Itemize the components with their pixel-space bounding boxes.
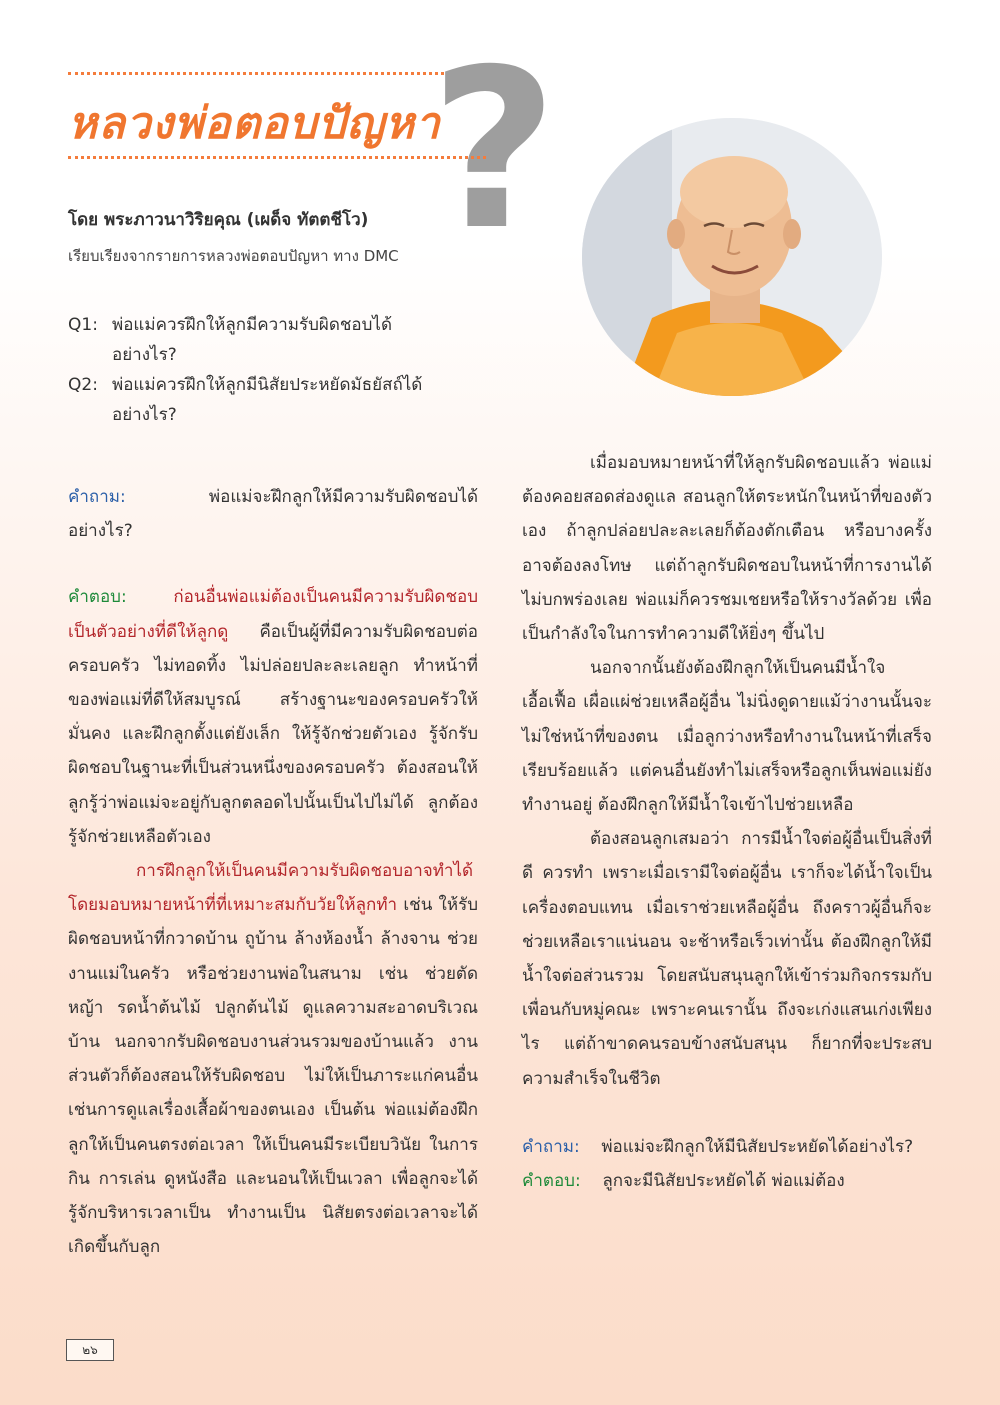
answer-paragraph <box>522 1164 932 1198</box>
monk-portrait-photo <box>582 118 882 396</box>
question-item-continued <box>68 340 488 370</box>
body-paragraph <box>68 854 478 1264</box>
page-number: ๒๖ <box>66 1339 114 1361</box>
body-paragraph: นอกจากนั้นยังต้องฝึกลูกให้เป็นคนมีน้ำใจ เอื้อเฟื้อ เผื่อแผ่ช่วยเหลือผู้อื่น ไม่นิ่งดูดายแม้ว่างานนั้นจะไม่ใช่หน้าที่ของตน เมื่อลูกว่างหรือทำงานในหน้าที่เสร็จเรียบร้อยแล้ว แต่คนอื่นยังทำไม่เสร็จหรือลูกเห็นพ่อแม่ยังทำงานอยู่ ต้องฝึกลูกให้มีน้ำใจเข้าไปช่วยเหลือ <box>522 658 932 816</box>
compiled-from-note: เรียบเรียงจากรายการหลวงพ่อตอบปัญหา ทาง DMC <box>68 247 399 265</box>
answer-highlight: ก่อนอื่นพ่อแม่ต้องเป็นคนมีความรับผิดชอบ เป็นตัวอย่างที่ดีให้ลูกดู <box>68 587 478 642</box>
left-text-column <box>68 480 478 1264</box>
title-bottom-dotted-rule <box>68 156 486 159</box>
question-paragraph <box>68 480 478 548</box>
question-item <box>68 370 488 400</box>
question-text: พ่อแม่จะฝึกลูกให้มีนิสัยประหยัดได้อย่างไร? <box>601 1136 914 1157</box>
question-mark-graphic: ? <box>430 22 558 278</box>
question-line: อย่างไร? <box>112 405 177 425</box>
answer-label: คำตอบ: <box>522 1171 581 1192</box>
question-number: Q1: <box>68 315 98 335</box>
question-label: คำถาม: <box>68 487 126 507</box>
question-number: Q2: <box>68 375 98 395</box>
page-title: หลวงพ่อตอบปัญหา <box>68 98 441 149</box>
answer-text: ลูกจะมีนิสัยประหยัดได้ พ่อแม่ต้อง <box>602 1171 845 1192</box>
question-paragraph <box>522 1130 932 1164</box>
title-top-dotted-rule <box>68 72 486 75</box>
question-item <box>68 310 488 340</box>
question-line: พ่อแม่ควรฝึกให้ลูกมีนิสัยประหยัดมัธยัสถ์ได้ <box>112 375 423 395</box>
question-list <box>68 310 488 430</box>
question-label: คำถาม: <box>522 1136 580 1157</box>
question-item-continued <box>68 400 488 430</box>
question-text: พ่อแม่จะฝึกลูกให้มีความรับผิดชอบได้อย่างไร? <box>68 487 478 542</box>
paragraph-highlight: การฝึกลูกให้เป็นคนมีความรับผิดชอบอาจทำได้ โดยมอบหมายหน้าที่ที่เหมาะสมกับวัยให้ลูกทำ <box>68 861 474 916</box>
body-paragraph: ต้องสอนลูกเสมอว่า การมีน้ำใจต่อผู้อื่นเป็นสิ่งที่ดี ควรทำ เพราะเมื่อเรามีใจต่อผู้อื่น เราก็จะได้น้ำใจเป็นเครื่องตอบแทน เมื่อเราช่วยเหลือผู้อื่น ถึงคราวผู้อื่นก็จะช่วยเหลือเราแน่นอน จะช้าหรือเร็วเท่านั้น ต้องฝึกลูกให้มีน้ำใจต่อส่วนรวม โดยสนับสนุนลูกให้เข้าร่วมกิจกรรมกับเพื่อนกับหมู่คณะ เพราะคนเรานั้น ถึงจะเก่งแสนเก่งเพียงไร แต่ถ้าขาดคนรอบข้างสนับสนุน ก็ยากที่จะประสบความสำเร็จในชีวิต <box>522 829 932 1089</box>
question-line: พ่อแม่ควรฝึกให้ลูกมีความรับผิดชอบได้ <box>112 315 393 335</box>
answer-label: คำตอบ: <box>68 587 127 608</box>
author-byline: โดย พระภาวนาวิริยคุณ (เผด็จ ทัตตชีโว) <box>68 210 369 230</box>
answer-paragraph <box>68 580 478 854</box>
right-text-column <box>522 446 932 1198</box>
monk-portrait-illustration <box>582 118 882 396</box>
paragraph-text: เช่น ให้รับผิดชอบหน้าที่กวาดบ้าน ถูบ้าน ล้างห้องน้ำ ล้างจาน ช่วยงานแม่ในครัว หรือช่วยงานพ่อในสนาม เช่น ช่วยตัดหญ้า รดน้ำต้นไม้ ปลูกต้นไม้ ดูแลความสะอาดบริเวณบ้าน นอกจากรับผิดชอบงานส่วนรวมของบ้านแล้ว งานส่วนตัวก็ต้องสอนให้รับผิดชอบ ไม่ให้เป็นภาระแก่คนอื่น เช่นการดูแลเรื่องเสื้อผ้าของตนเอง เป็นต้น พ่อแม่ต้องฝึกลูกให้เป็นคนตรงต่อเวลา ให้เป็นคนมีระเบียบวินัย ในการกิน การเล่น ดูหนังสือ และนอนให้เป็นเวลา เพื่อลูกจะได้รู้จักบริหารเวลาเป็น ทำงานเป็น นิสัยตรงต่อเวลาจะได้เกิดขึ้นกับลูก <box>68 895 478 1258</box>
question-line: อย่างไร? <box>112 345 177 365</box>
answer-text: คือเป็นผู้ที่มีความรับผิดชอบต่อครอบครัว ไม่ทอดทิ้ง ไม่ปล่อยปละละเลยลูก ทำหน้าที่ของพ่อแม่ที่ดีให้สมบูรณ์ สร้างฐานะของครอบครัวให้มั่นคง และฝึกลูกตั้งแต่ยังเล็ก ให้รู้จักช่วยตัวเอง รู้จักรับผิดชอบในฐานะที่เป็นส่วนหนึ่งของครอบครัว ต้องสอนให้ลูกรู้ว่าพ่อแม่จะอยู่กับลูกตลอดไปนั้นเป็นไปไม่ได้ ลูกต้องรู้จักช่วยเหลือตัวเอง <box>68 621 478 847</box>
body-paragraph: เมื่อมอบหมายหน้าที่ให้ลูกรับผิดชอบแล้ว พ่อแม่ต้องคอยสอดส่องดูแล สอนลูกให้ตระหนักในหน้าที่ของตัวเอง ถ้าลูกปล่อยปละละเลยก็ต้องตักเตือน หรือบางครั้งอาจต้องลงโทษ แต่ถ้าลูกรับผิดชอบในหน้าที่การงานได้ไม่บกพร่องเลย พ่อแม่ก็ควรชมเชยหรือให้รางวัลด้วย เพื่อเป็นกำลังใจในการทำความดีให้ยิ่งๆ ขึ้นไป <box>522 453 932 645</box>
